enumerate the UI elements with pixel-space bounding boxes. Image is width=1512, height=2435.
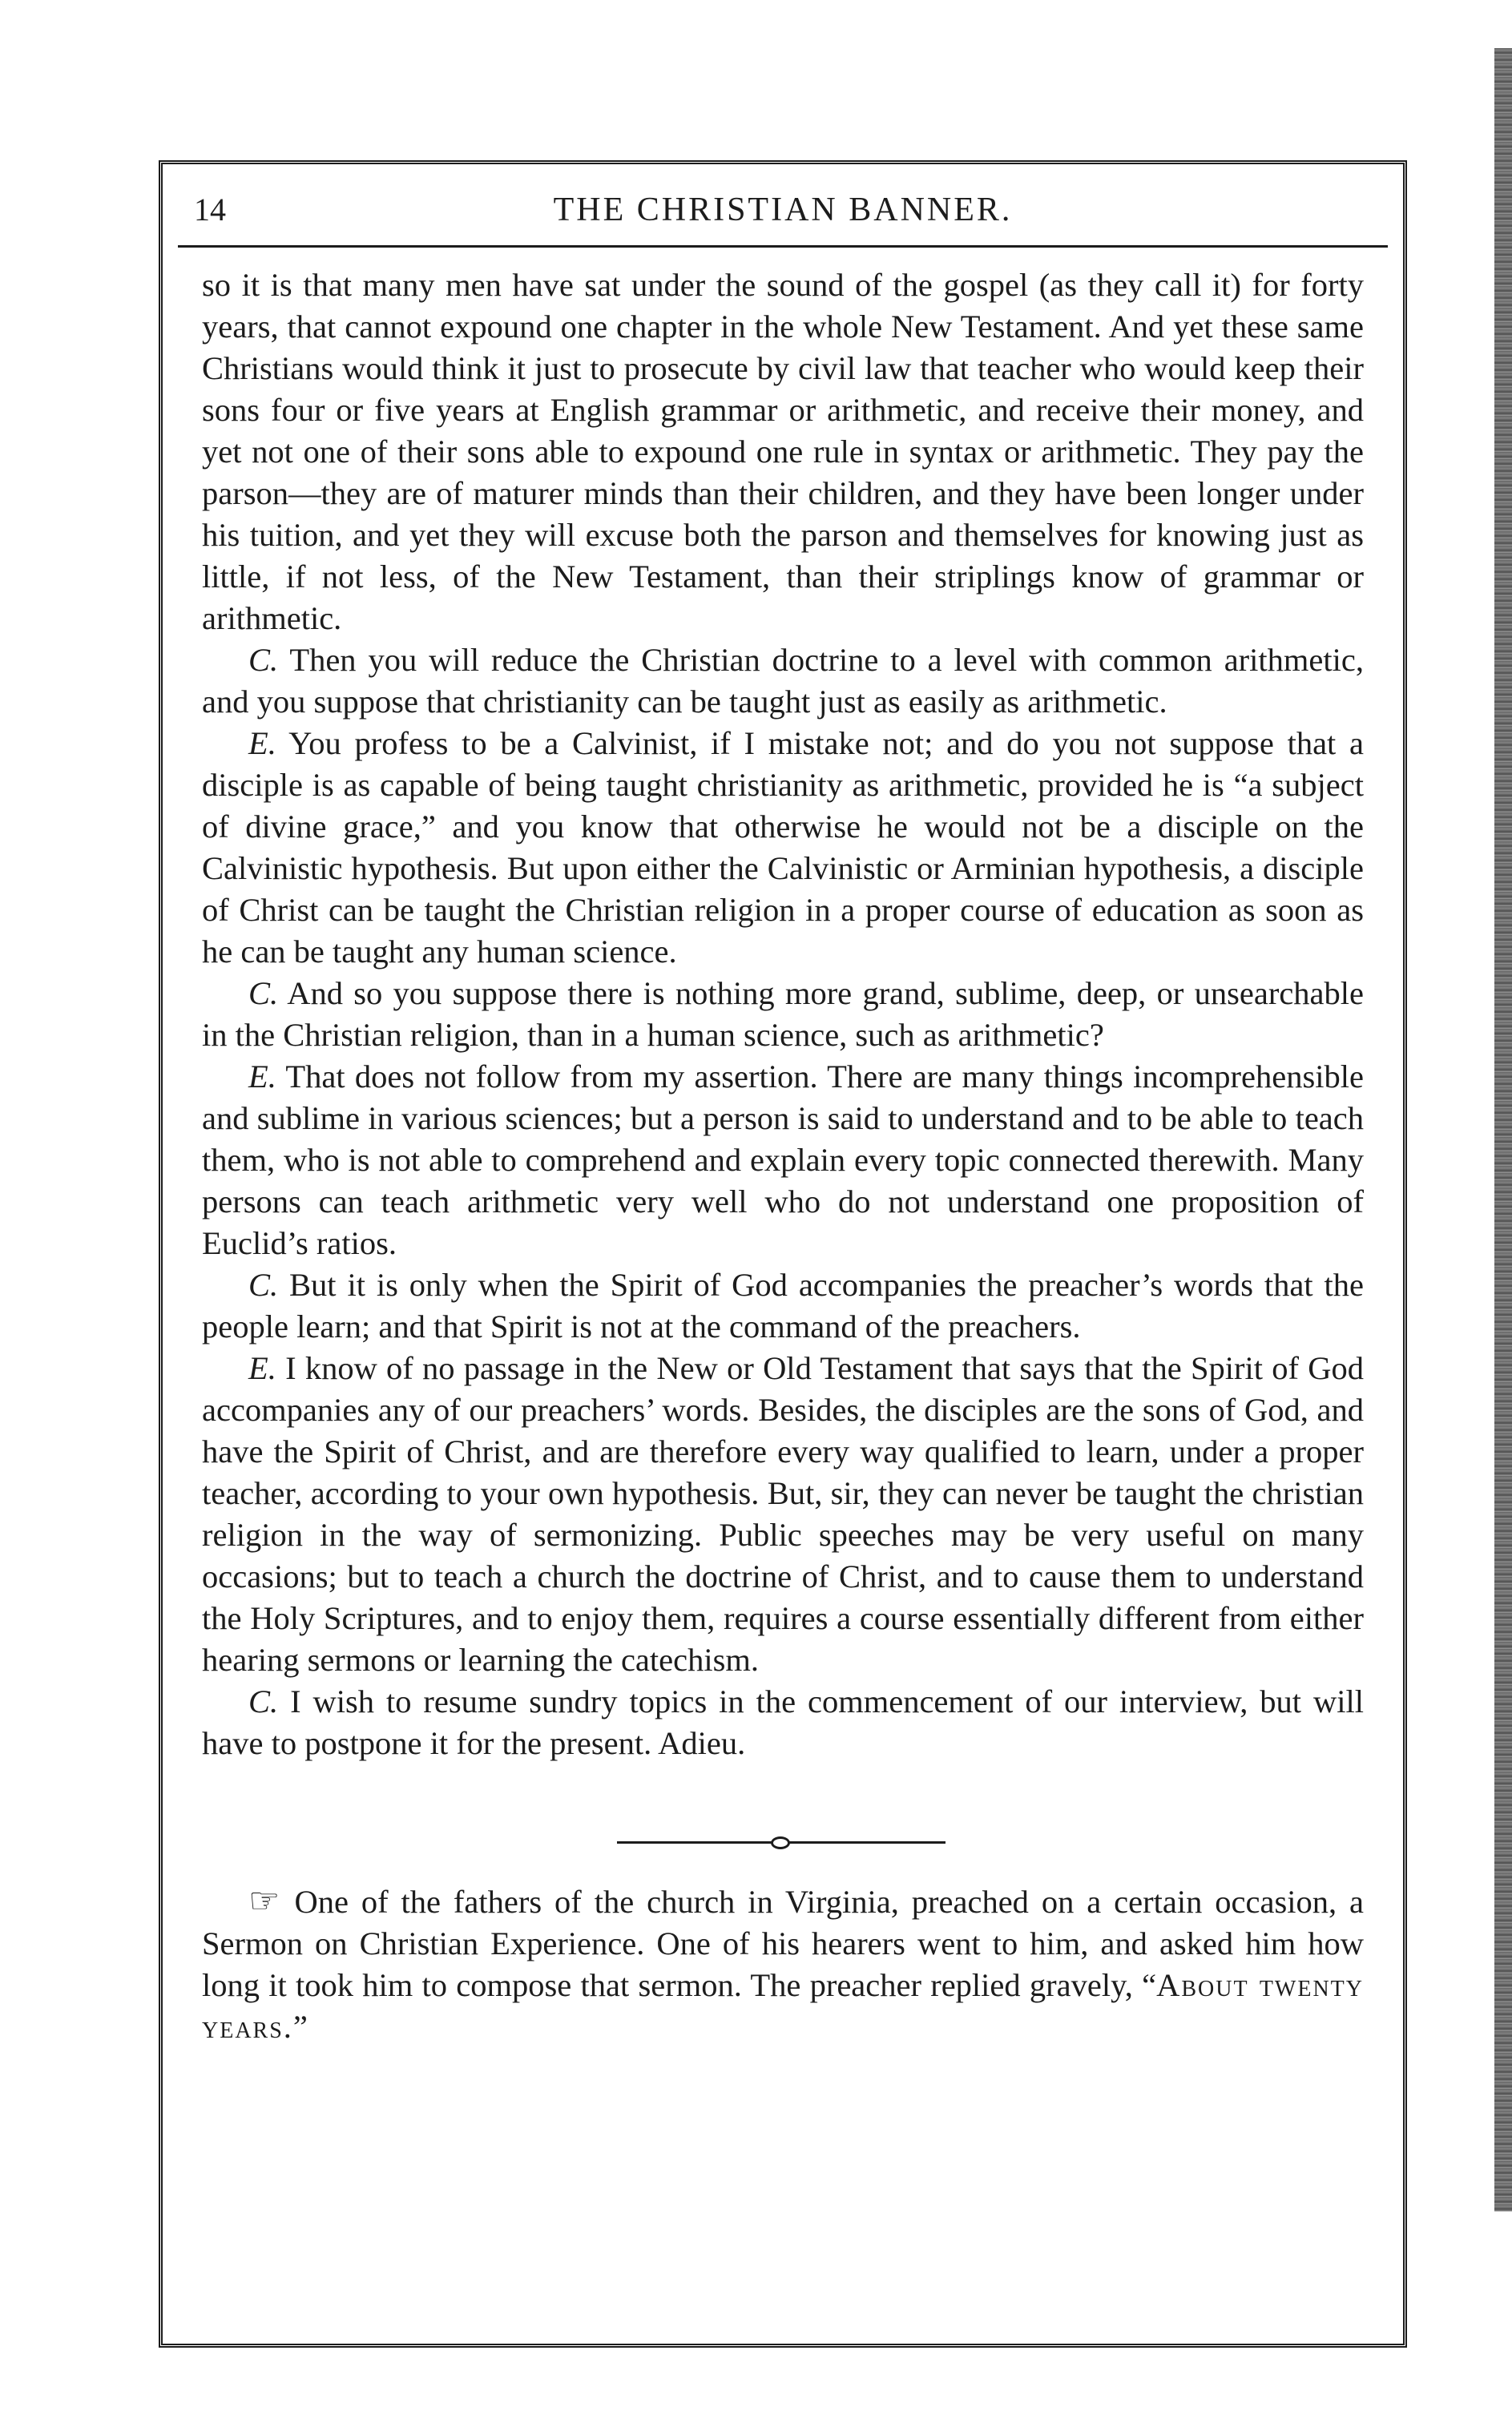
anecdote-paragraph xyxy=(202,1881,1364,2048)
anecdote xyxy=(202,1881,1364,2048)
speaker-label: E. xyxy=(248,1350,276,1386)
journal-title: THE CHRISTIAN BANNER. xyxy=(553,191,1013,228)
section-divider xyxy=(617,1832,946,1852)
speaker-label: C. xyxy=(248,1267,279,1303)
anecdote-closing-quote: ” xyxy=(292,2009,308,2045)
paragraph xyxy=(202,1348,1364,1681)
paragraph xyxy=(202,1264,1364,1348)
paragraph xyxy=(202,973,1364,1056)
divider-ornament xyxy=(771,1836,790,1849)
paragraph xyxy=(202,1056,1364,1264)
speaker-label: C. xyxy=(248,975,279,1011)
paragraph xyxy=(202,639,1364,723)
paragraph-text: You profess to be a Calvinist, if I mistake not; and do you not suppose that a disciple is as capable of being taught christianity as arithmetic, provided he is “a subject of divine grace,” and you know that otherwise he would not be a disciple on the Calvinistic hypothesis. But upon either the Calvinistic or Arminian hypothesis, a disciple of Christ can be taught the Christian religion in a proper course of education as soon as he can be taught any human science. xyxy=(202,725,1364,970)
paragraph xyxy=(202,264,1364,639)
running-head xyxy=(178,187,1388,236)
paragraph-text: I wish to resume sundry topics in the commencement of our interview, but will have to postpone it for the present. Adieu. xyxy=(202,1683,1364,1761)
header-rule xyxy=(178,245,1388,248)
scan-edge-strip xyxy=(1494,48,1512,2211)
paragraph-text: so it is that many men have sat under the sound of the gospel (as they call it) for forty years, that cannot expound one chapter in the whole New Testament. And yet these same Christians would think it just to prosecute by civil law that teacher who would keep their sons four or five years at English grammar or arithmetic, and receive their money, and yet not one of their sons able to expound one rule in syntax or arithmetic. They pay the parson—they are of maturer minds than their children, and they have been longer under his tuition, and yet they will excuse both the parson and themselves for knowing just as little, if not less, of the New Testament, than their striplings know of grammar or arithmetic. xyxy=(202,267,1364,636)
paragraph xyxy=(202,723,1364,973)
speaker-label: E. xyxy=(248,1058,276,1095)
speaker-label: C. xyxy=(248,642,279,678)
dialogue-body xyxy=(202,264,1364,1764)
paragraph xyxy=(202,1681,1364,1764)
speaker-label: C. xyxy=(248,1683,279,1719)
anecdote-emphasis: About twenty years. xyxy=(202,1967,1364,2045)
paragraph-text: And so you suppose there is nothing more grand, sublime, deep, or unsearchable in the Christian religion, than in a human science, such as arithmetic? xyxy=(202,975,1364,1053)
page-number: 14 xyxy=(194,191,226,228)
paragraph-text: I know of no passage in the New or Old Testament that says that the Spirit of God accompanies any of our preachers’ words. Besides, the disciples are the sons of God, and have the Spirit of Christ, and are therefore every way qualified to learn, under a proper teacher, according to your own hypothesis. But, sir, they can never be taught the christian religion in the way of sermonizing. Public speeches may be very useful on many occasions; but to teach a church the doctrine of Christ, and to cause them to understand the Holy Scriptures, and to enjoy them, requires a course essentially different from either hearing sermons or learning the catechism. xyxy=(202,1350,1364,1678)
paragraph-text: But it is only when the Spirit of God accompanies the preacher’s words that the people learn; and that Spirit is not at the command of the preachers. xyxy=(202,1267,1365,1344)
pointing-hand-icon: ☞ xyxy=(248,1881,280,1921)
anecdote-text: One of the fathers of the church in Virginia, preached on a certain occasion, a Sermon on Christian Experience. One of his hearers went to him, and asked him how long it took him to compose that sermon. The preacher replied gravely, “ xyxy=(202,1884,1364,2003)
paragraph-text: Then you will reduce the Christian doctrine to a level with common arithmetic, and you suppose that christianity can be taught just as easily as arithmetic. xyxy=(202,642,1364,720)
paragraph-text: That does not follow from my assertion. There are many things incomprehensible and sublime in various sciences; but a person is said to understand and to be able to teach them, who is not able to comprehend and explain every topic connected therewith. Many persons can teach arithmetic very well who do not understand one proposition of Euclid’s ratios. xyxy=(202,1058,1364,1261)
speaker-label: E. xyxy=(248,725,276,761)
